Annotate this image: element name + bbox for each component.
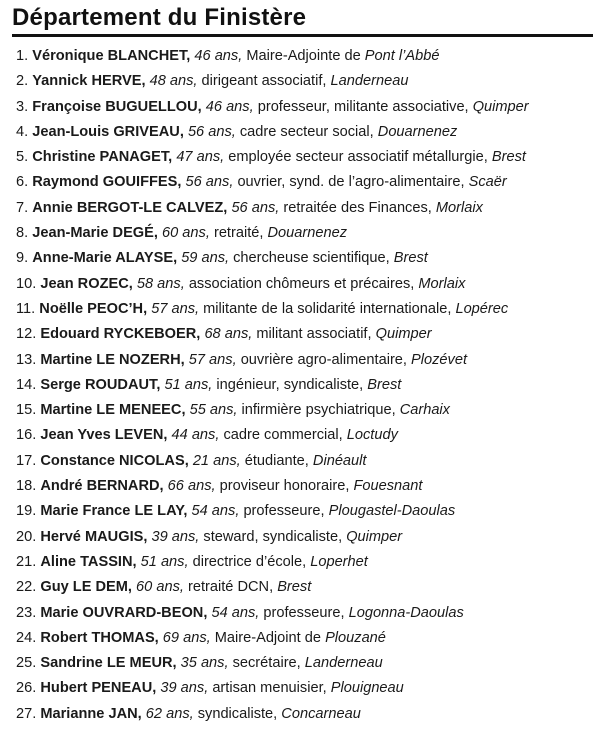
entry-age: 57 ans, [151,300,200,317]
list-item [16,651,529,676]
entry-city: Brest [367,376,402,393]
entry-number: 25. [16,655,37,672]
list-item [16,626,529,651]
entry-name: Jean-Marie DEGÉ, [32,225,158,242]
list-item [16,170,529,195]
entry-name: Raymond GOUIFFES, [32,174,182,191]
entry-role: cadre secteur social, [239,123,374,140]
entry-number: 27. [16,705,37,722]
entry-role: ingénieur, syndicaliste, [216,376,364,393]
entry-city: Loperhet [310,553,368,570]
list-item [16,297,529,322]
entry-role: cadre commercial, [223,427,343,444]
entry-age: 58 ans, [136,275,185,292]
entry-name: Jean Yves LEVEN, [40,427,168,444]
entry-city: Quimper [472,98,529,115]
entry-role: professeure, [263,604,345,621]
entry-age: 56 ans, [185,174,234,191]
list-item [16,550,529,575]
entry-name: Marie OUVRARD-BEON, [40,604,208,621]
entry-number: 3. [16,98,29,115]
entry-name: Jean ROZEC, [40,275,133,292]
list-item [16,499,529,524]
entry-number: 12. [16,326,37,343]
list-item [16,120,529,145]
list-item [16,702,529,727]
list-item [16,373,529,398]
entry-name: Jean-Louis GRIVEAU, [32,123,184,140]
entry-age: 21 ans, [192,452,241,469]
list-item [16,69,529,94]
list-item [16,272,529,297]
list-item [16,322,529,347]
entry-city: Morlaix [435,199,483,216]
entry-number: 20. [16,528,37,545]
list-item [16,348,529,373]
entry-city: Pont l’Abbé [364,48,440,64]
entry-name: Serge ROUDAUT, [40,376,161,393]
entry-number: 5. [16,149,29,166]
entry-city: Douarnenez [267,225,348,242]
entry-number: 14. [16,376,37,393]
page-title: Département du Finistère [12,4,307,31]
entry-city: Carhaix [399,402,450,419]
entry-role: ouvrier, synd. de l’agro-alimentaire, [237,174,465,191]
entry-role: directrice d’école, [192,553,307,570]
list-item [16,246,529,271]
entry-city: Plozévet [411,351,468,368]
entry-name: Hubert PENEAU, [40,680,157,697]
entry-name: Guy LE DEM, [40,579,132,596]
list-item [16,676,529,701]
entry-city: Fouesnant [353,478,423,495]
entry-role: professeure, [243,503,325,520]
entry-number: 10. [16,275,37,292]
entry-number: 6. [16,174,29,191]
entry-age: 56 ans, [231,199,280,216]
entry-role: secrétaire, [232,655,301,672]
entry-age: 66 ans, [167,478,216,495]
entry-role: employée secteur associatif métallurgie, [228,149,488,166]
list-item [16,474,529,499]
entry-name: Annie BERGOT-LE CALVEZ, [32,199,228,216]
entry-age: 39 ans, [151,528,200,545]
entry-name: Hervé MAUGIS, [40,528,148,545]
list-item [16,145,529,170]
entry-name: Yannick HERVE, [32,73,146,90]
entry-city: Concarneau [281,705,361,722]
list-item [16,601,529,626]
entry-name: Aline TASSIN, [40,553,137,570]
entry-age: 35 ans, [180,655,229,672]
entry-number: 26. [16,680,37,697]
entry-city: Plouzané [325,629,386,646]
entry-age: 47 ans, [176,149,225,166]
title-underline [12,34,593,37]
entry-role: militante de la solidarité internationale, [203,300,452,317]
entry-role: Maire-Adjoint de [214,629,321,646]
entry-name: Marie France LE LAY, [40,503,188,520]
entry-role: steward, syndicaliste, [203,528,343,545]
entry-role: chercheuse scientifique, [233,250,390,267]
entry-number: 16. [16,427,37,444]
entry-city: Quimper [346,528,403,545]
entry-name: Sandrine LE MEUR, [40,655,177,672]
entry-role: infirmière psychiatrique, [241,402,396,419]
entry-role: militant associatif, [256,326,372,343]
entry-age: 60 ans, [136,579,184,596]
entry-city: Morlaix [418,275,466,292]
list-item [16,95,529,120]
entry-name: Martine LE NOZERH, [40,351,185,368]
entry-role: syndicaliste, [197,705,278,722]
entry-age: 57 ans, [188,351,237,368]
list-item [16,44,529,69]
entry-city: Landerneau [304,655,383,672]
entry-city: Brest [393,250,428,267]
entry-number: 21. [16,553,37,570]
entry-name: Edouard RYCKEBOER, [40,326,201,343]
entry-age: 44 ans, [171,427,220,444]
entry-city: Brest [491,149,526,166]
entry-age: 54 ans, [211,604,260,621]
list-item [16,525,529,550]
entry-role: retraitée des Finances, [283,199,432,216]
entry-name: Robert THOMAS, [40,629,159,646]
list-item [16,196,529,221]
entry-name: Martine LE MENEEC, [40,402,186,419]
entry-age: 55 ans, [189,402,238,419]
entry-age: 59 ans, [181,250,230,267]
entry-role: artisan menuisier, [212,680,327,697]
entry-name: Constance NICOLAS, [40,452,189,469]
entry-name: André BERNARD, [40,478,164,495]
entry-city: Loctudy [346,427,398,444]
entry-city: Landerneau [330,73,409,90]
entry-city: Dinéault [312,452,367,469]
entry-number: 13. [16,351,37,368]
entry-age: 46 ans, [194,48,243,64]
list-item [16,575,529,600]
entry-city: Scaër [468,174,507,191]
entry-city: Plougastel-Daoulas [328,503,456,520]
entry-role: professeur, militante associative, [257,98,469,115]
entry-age: 69 ans, [162,629,211,646]
entry-number: 9. [16,250,29,267]
entry-age: 62 ans, [145,705,194,722]
entry-role: étudiante, [244,452,309,469]
entry-role: proviseur honoraire, [219,478,350,495]
entry-role: retraité DCN, [187,579,274,596]
entry-number: 7. [16,199,29,216]
entry-role: Maire-Adjointe de [246,48,361,64]
entry-role: ouvrière agro-alimentaire, [240,351,407,368]
entry-number: 18. [16,478,37,495]
list-item [16,423,529,448]
entry-city: Plouigneau [330,680,404,697]
entry-age: 39 ans, [160,680,209,697]
entry-name: Anne-Marie ALAYSE, [32,250,178,267]
entry-name: Françoise BUGUELLOU, [32,98,202,115]
entry-city: Douarnenez [377,123,458,140]
entry-age: 46 ans, [205,98,254,115]
entry-role: dirigeant associatif, [201,73,327,90]
candidate-list [16,44,529,727]
entry-city: Logonna-Daoulas [348,604,464,621]
list-item [16,221,529,246]
entry-role: retraité, [213,225,264,242]
entry-number: 1. [16,48,29,64]
entry-name: Marianne JAN, [40,705,142,722]
entry-age: 56 ans, [187,123,236,140]
entry-age: 51 ans, [140,553,189,570]
entry-number: 8. [16,225,29,242]
entry-number: 17. [16,452,37,469]
entry-number: 24. [16,629,37,646]
entry-city: Brest [277,579,312,596]
entry-name: Véronique BLANCHET, [32,48,191,64]
entry-number: 19. [16,503,37,520]
entry-age: 54 ans, [191,503,240,520]
entry-age: 51 ans, [164,376,213,393]
entry-number: 23. [16,604,37,621]
list-item [16,398,529,423]
entry-name: Noëlle PEOC’H, [39,300,148,317]
entry-number: 22. [16,579,37,596]
entry-city: Lopérec [455,300,509,317]
entry-number: 15. [16,402,37,419]
list-item [16,449,529,474]
entry-age: 48 ans, [149,73,198,90]
entry-age: 60 ans, [162,225,210,242]
entry-city: Quimper [375,326,432,343]
entry-age: 68 ans, [204,326,253,343]
entry-name: Christine PANAGET, [32,149,173,166]
entry-number: 2. [16,73,29,90]
entry-role: association chômeurs et précaires, [188,275,415,292]
entry-number: 4. [16,123,29,140]
entry-number: 11. [16,300,36,317]
